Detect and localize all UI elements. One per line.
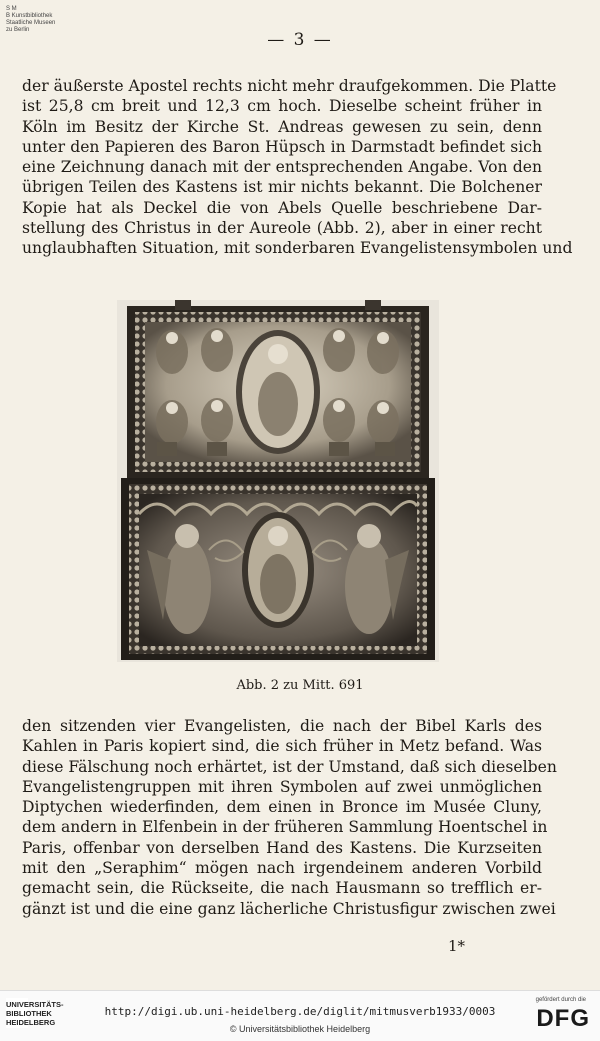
text-line: den sitzenden vier Evangelisten, die nach der Bibel Karls des <box>22 717 542 735</box>
copyright-notice: © Universitätsbibliothek Heidelberg <box>229 1024 371 1034</box>
funder-label: gefördert durch die <box>535 997 586 1003</box>
figure-caption: Abb. 2 zu Mitt. 691 <box>236 678 364 693</box>
paragraph-top <box>22 76 573 259</box>
text-line: gemacht sein, die Rückseite, die nach Hausmann so trefflich er- <box>22 879 542 898</box>
text-line: stellung des Christus in der Aureole (Abb. 2), aber in einer recht <box>22 219 542 238</box>
dfg-logo[interactable]: DFG <box>536 1005 590 1032</box>
text-line: der äußerste Apostel rechts nicht mehr draufgekommen. Die Platte <box>22 77 557 95</box>
text-line: unglaubhaften Situation, mit sonderbaren Evangelistensymbolen und <box>22 239 573 258</box>
text-line: übrigen Teilen des Kastens ist mir nichts bekannt. Die Bolchener <box>22 178 542 197</box>
signature-mark: 1* <box>448 937 466 955</box>
stamp-line: B Kunstbibliothek <box>6 13 53 19</box>
casket-lid <box>127 300 429 478</box>
text-line: Köln im Besitz der Kirche St. Andreas gewesen zu sein, denn <box>22 117 542 136</box>
text-line: dem andern in Elfenbein in der früheren Sammlung Hoentschel in <box>22 818 548 837</box>
text-line: Diptychen wiederfinden, dem einen in Bronce im Musée Cluny, <box>22 798 542 817</box>
stamp-line: S M <box>6 6 17 12</box>
text-line: Kahlen in Paris kopiert sind, die sich früher in Metz befand. Was <box>22 737 542 756</box>
text-line: diese Fälschung noch erhärtet, ist der Umstand, daß sich dieselben <box>22 757 557 776</box>
institution-line: BIBLIOTHEK <box>6 1009 52 1018</box>
stamp-line: Staatliche Museen <box>6 20 56 26</box>
permalink-url[interactable]: http://digi.ub.uni-heidelberg.de/diglit/mitmusverb1933/0003 <box>104 1005 496 1018</box>
text-line: mit den „Seraphim“ mögen nach irgendeinem anderen Vorbild <box>22 859 542 878</box>
figure-casket-photo <box>117 300 439 662</box>
text-line: Evangelistengruppen mit ihren Symbolen auf zwei unmöglichen <box>22 777 542 796</box>
stamp-line: zu Berlin <box>6 27 30 33</box>
institution-line: HEIDELBERG <box>6 1018 56 1027</box>
paragraph-bottom <box>22 716 557 919</box>
text-line: ist 25,8 cm breit und 12,3 cm hoch. Dieselbe scheint früher in <box>22 97 542 116</box>
text-line: unter den Papieren des Baron Hüpsch in Darmstadt befindet sich <box>22 137 542 156</box>
text-line: eine Zeichnung danach mit der entsprechenden Angabe. Von den <box>22 158 542 177</box>
footer-bar <box>0 990 600 1041</box>
text-line: Kopie hat als Deckel die von Abels Quelle beschriebene Dar- <box>22 198 542 217</box>
casket-illustration <box>117 300 439 662</box>
page-number: — 3 — <box>267 30 333 50</box>
text-line: gänzt ist und die eine ganz lächerliche Christusfigur zwischen zwei <box>22 899 556 918</box>
institution-line: UNIVERSITÄTS- <box>6 1000 64 1009</box>
casket-front <box>121 478 435 660</box>
text-line: Paris, offenbar von derselben Hand des Kastens. Die Kurzseiten <box>22 838 542 857</box>
